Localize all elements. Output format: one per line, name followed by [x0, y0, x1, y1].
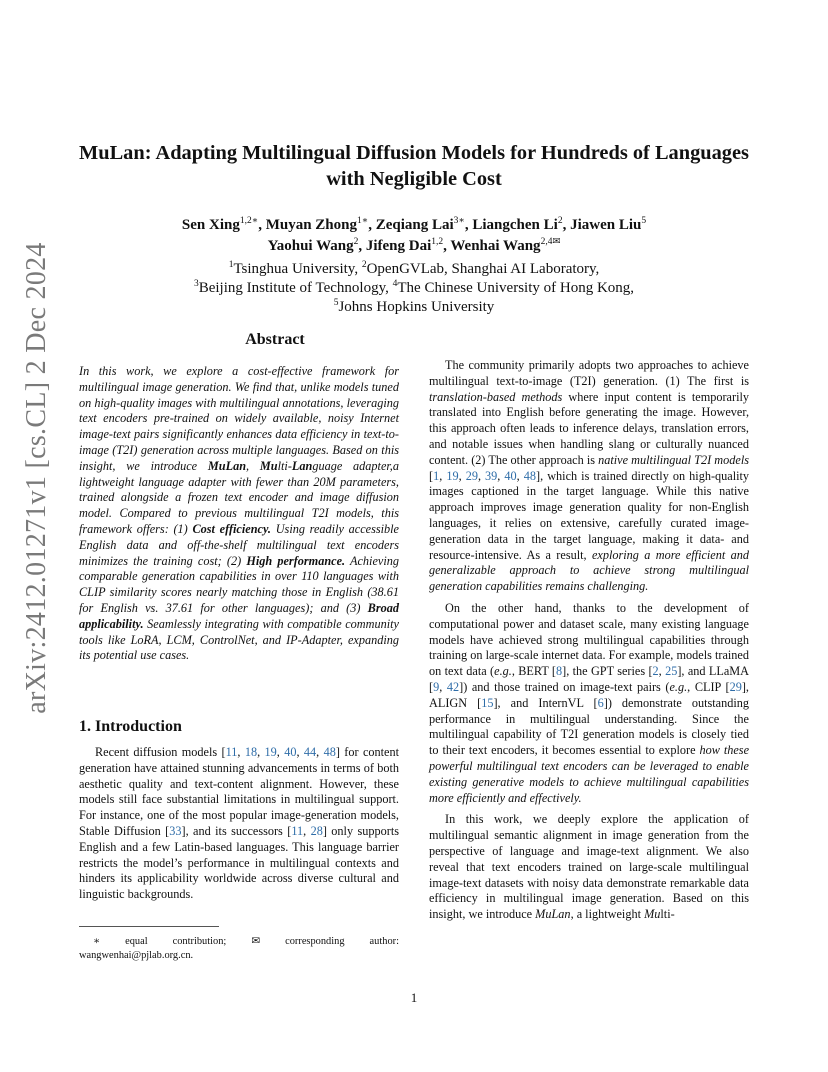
author-name: Jifeng Dai — [365, 238, 432, 254]
page-number: 1 — [410, 990, 418, 1005]
affiliation: The Chinese University of Hong Kong, — [397, 280, 635, 296]
author-sup: 1∗ — [357, 216, 369, 226]
contribution-1: Cost efficiency. — [192, 521, 271, 536]
affiliation: Beijing Institute of Technology, — [198, 280, 393, 296]
mulan-name: MuLan — [207, 458, 247, 473]
citation-link[interactable]: 2 — [652, 664, 659, 679]
citation-link[interactable]: 28 — [310, 823, 323, 838]
introduction-paragraph: Recent diffusion models [11, 18, 19, 40, 44, 48] for content generation have attained stunning advancements in terms of both aesthetic quality and text-content alignment. However, these models still face substantial limitations in multilingual support. For instance, one of the most popular image-generation models, Stable Diffusion [33], and its successors [11, 28] only supports English and a few Latin-based languages. This language barrier restricts the model’s performance in multilingual contexts and hinders its applicability worldwide across diverse cultural and linguistic backgrounds. — [79, 745, 400, 902]
citation-link[interactable]: 11 — [291, 823, 304, 838]
author-name: Muyan Zhong — [265, 217, 357, 233]
title-line-2: with Negligible Cost — [326, 168, 502, 190]
author-name: Liangchen Li — [472, 217, 558, 233]
paragraph: On the other hand, thanks to the development of computational power and dataset scale, many existing language models have achieved strong multilingual capabilities through training on large-scale internet data. For example, models trained on text data (e.g., BERT [8], the GPT series [2, 25], and LLaMA [9, 42]) and those trained on image-text pairs (e.g., CLIP [29], ALIGN [15], and InternVL [6]) demonstrate outstanding performance in multilingual understanding. Since the multilingual capability of T2I generation models is closely tied to their text encoders, it becomes essential to explore how these powerful multilingual text encoders can be leveraged to enable existing generative models to achieve multilingual capabilities more efficiently and effectively. — [429, 600, 750, 805]
affil-sup: 4 — [392, 279, 398, 289]
citation-link[interactable]: 19 — [264, 745, 277, 759]
citation-link[interactable]: 40 — [504, 468, 517, 483]
affil-sup: 3 — [193, 279, 199, 289]
author-name: Wenhai Wang — [450, 238, 541, 254]
citation-link[interactable]: 40 — [284, 745, 297, 759]
author-name: Zeqiang Lai — [375, 217, 454, 233]
author-sup: 2,4✉ — [540, 237, 561, 247]
right-column — [429, 358, 749, 923]
envelope-icon: ✉ — [251, 936, 261, 947]
footnote-divider — [79, 926, 219, 927]
introduction-heading: 1. Introduction — [79, 718, 182, 735]
affil-sup: 2 — [361, 260, 367, 270]
citation-link[interactable]: 1 — [433, 468, 440, 483]
citation-link[interactable]: 42 — [446, 679, 460, 694]
citation-link[interactable]: 8 — [556, 664, 563, 679]
citation-link[interactable]: 15 — [481, 695, 494, 710]
author-sup: 2 — [557, 216, 563, 226]
affiliations — [60, 260, 768, 317]
affiliation: Johns Hopkins University — [338, 299, 495, 315]
affiliation: OpenGVLab, Shanghai AI Laboratory, — [366, 261, 600, 277]
author-list: Sen Xing$^{1,2∗}$, Muyan Zhong$^{1∗}$, Zeqiang Lai$^{3∗}$, Liangchen Li$^2$, Jiawen Liu$^5$ Yaohui Wang$^2$, Jifeng Dai$^{1,2}$, Wenhai Wang$^{2,4✉}$ — [181, 216, 647, 254]
citation-link[interactable]: 9 — [433, 679, 440, 694]
citation-link[interactable]: 48 — [323, 745, 336, 759]
footnote: ∗ equal contribution; ✉ corresponding author: wangwenhai@pjlab.org.cn. — [79, 936, 399, 961]
author-sup: 1,2 — [431, 237, 444, 247]
author-name: Jiawen Liu — [570, 217, 642, 233]
citation-link[interactable]: 33 — [169, 823, 182, 838]
citation-link[interactable]: 39 — [485, 468, 498, 483]
citation-link[interactable]: 48 — [523, 468, 537, 483]
abstract-heading: Abstract — [245, 331, 305, 348]
affil-sup: 5 — [333, 298, 339, 308]
author-sup: 5 — [641, 216, 647, 226]
contribution-3: Broad applicability. — [79, 600, 399, 631]
paragraph: In this work, we deeply explore the application of multilingual semantic alignment in image generation from the perspective of language and image-text alignment. We also reveal that text encoders trained on large-scale multilingual image-text datasets with noisy data demonstrate remarkable data efficiency in multilingual image generation. Based on this insight, we introduce MuLan, a lightweight Multi- — [429, 812, 749, 922]
citation-link[interactable]: 44 — [303, 745, 317, 759]
author-sup: 1,2∗ — [239, 216, 259, 226]
affil-sup: 1 — [228, 260, 234, 270]
affiliation: Tsinghua University, — [233, 261, 362, 277]
citation-link[interactable]: 6 — [597, 695, 604, 710]
citation-link[interactable]: 29 — [729, 679, 742, 694]
citation-link[interactable]: 25 — [665, 664, 678, 679]
paper-title — [60, 140, 768, 192]
title-line-1: MuLan: Adapting Multilingual Diffusion Models for Hundreds of Languages — [78, 142, 749, 164]
contribution-2: High performance. — [246, 553, 346, 568]
citation-link[interactable]: 29 — [465, 468, 478, 483]
arxiv-stamp: arXiv:2412.01271v1 [cs.CL] 2 Dec 2024 — [21, 242, 52, 714]
author-name: Yaohui Wang — [267, 238, 354, 254]
author-sup: 2 — [353, 237, 359, 247]
author-sup: 3∗ — [453, 216, 465, 226]
abstract-body: In this work, we explore a cost-effective framework for multilingual image generation. We find that, unlike models tuned on high-quality images with multilingual annotations, leveraging text encoders pre-trained on widely available, noisy Internet image-text pairs significantly enhances data efficiency in text-to-image (T2I) generation across multiple languages. Based on this insight, we introduce MuLan, Multi-Language adapter,a lightweight language adapter with fewer than 20M parameters, trained alongside a frozen text encoder and image diffusion model. Compared to previous multilingual T2I models, this framework offers: (1) Cost efficiency. Using readily accessible English data and off-the-shelf multilingual text encoders minimizes the training cost; (2) High performance. Achieving comparable generation capabilities in over 110 languages with CLIP similarity scores nearly matching those in English (38.61 for English vs. 37.61 for other languages); and (3) Broad applicability. Seamlessly integrating with compatible community tools like LoRA, LCM, ControlNet, and IP-Adapter, expanding its potential use cases. — [79, 364, 399, 663]
citation-link[interactable]: 18 — [244, 745, 258, 759]
paragraph: The community primarily adopts two approaches to achieve multilingual text-to-image (T2I) generation. (1) The first is translation-based methods where input content is temporarily translated into English before generating the image. However, this approach often leads to inference delays, translation errors, and notable issues when handling slang or culturally nuanced content. (2) The other approach is native multilingual T2I models [1, 19, 29, 39, 40, 48], which is trained directly on high-quality images captioned in the target language. While this native approach improves image generation quality for non-English languages, it relies on extensive, carefully curated image-generation data in the target language, making it data- and resource-intensive. As a result, exploring a more efficient and generalizable approach to achieve strong multilingual generation capabilities remains challenging. — [429, 358, 750, 594]
author-name: Sen Xing — [181, 217, 240, 233]
citation-link[interactable]: 19 — [446, 468, 459, 483]
citation-link[interactable]: 11 — [225, 745, 238, 759]
